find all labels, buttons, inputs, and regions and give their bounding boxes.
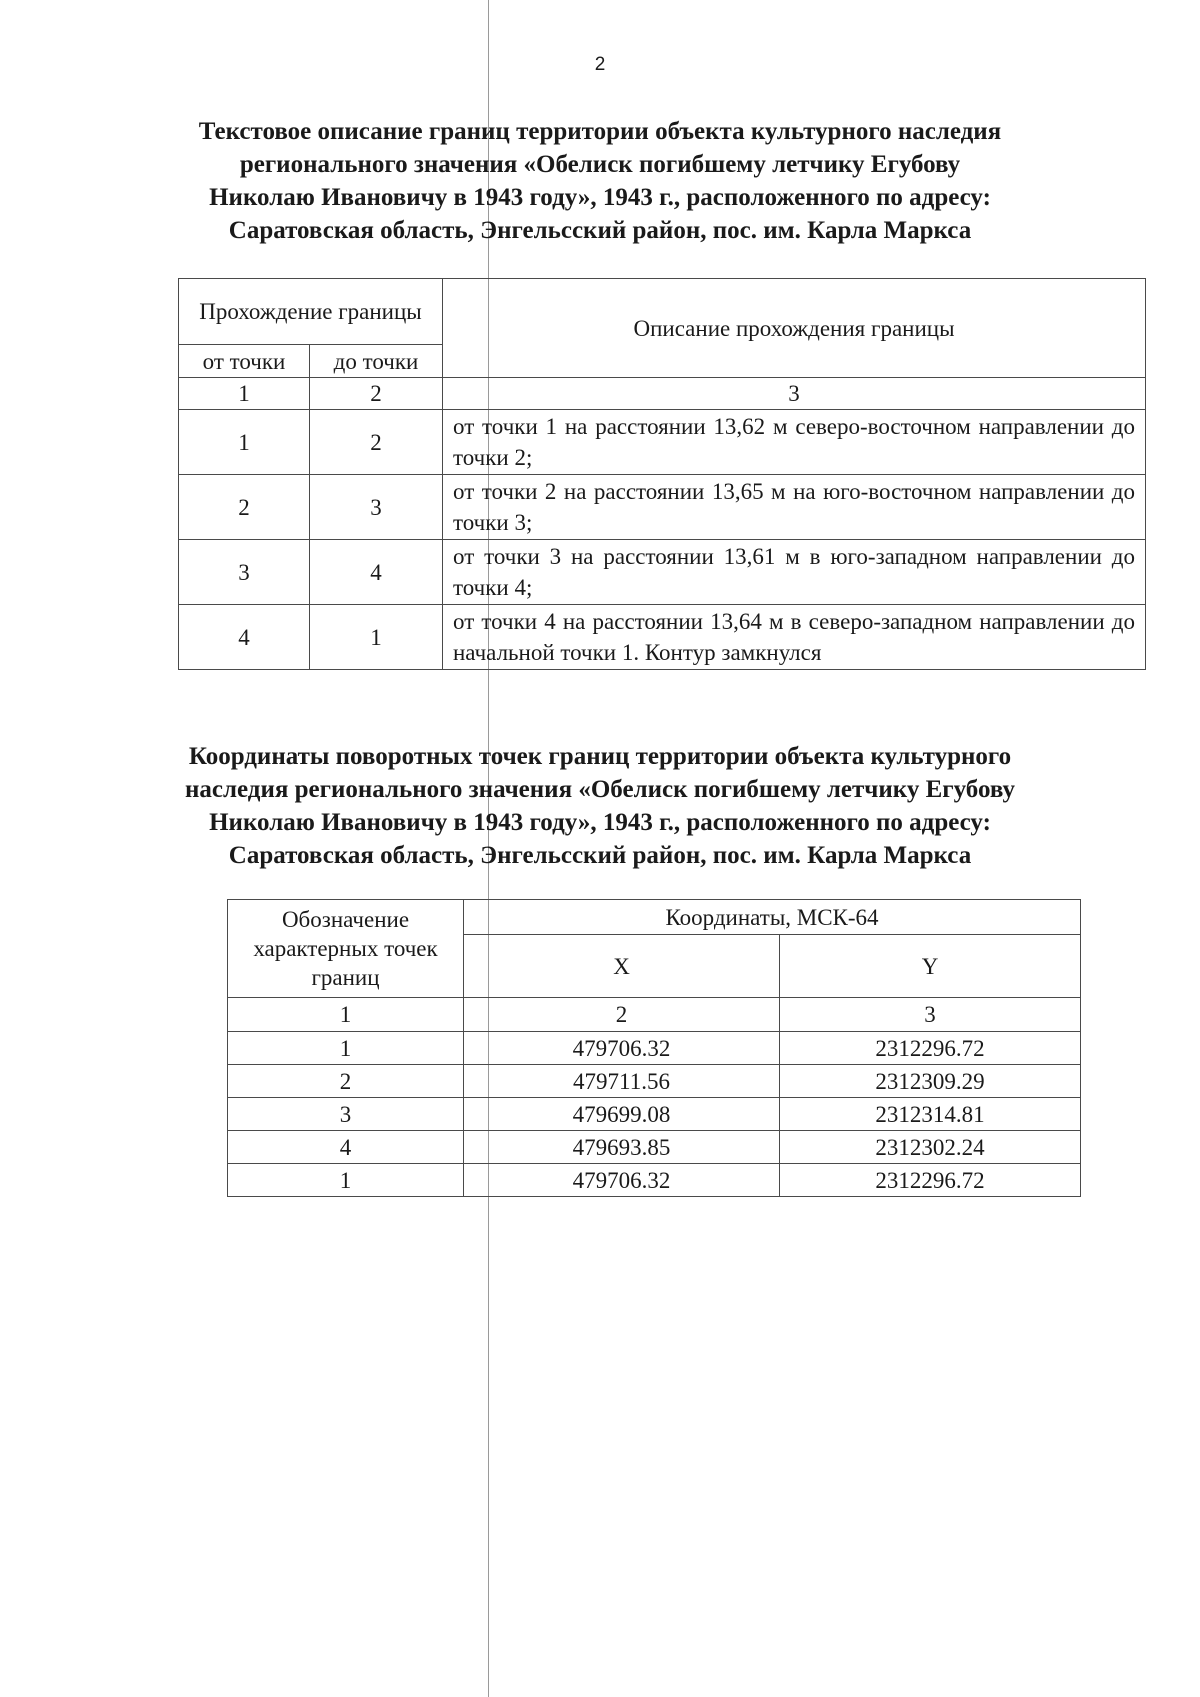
- header-x: X: [464, 935, 780, 998]
- header-coordinates-system: Координаты, МСК-64: [464, 900, 1081, 935]
- title-line: Саратовская область, Энгельсский район, пос. им. Карла Маркса: [228, 842, 972, 869]
- y-coordinate-cell: 2312314.81: [780, 1098, 1081, 1131]
- from-point-cell: 1: [179, 410, 310, 475]
- table-row: [179, 605, 1146, 670]
- y-coordinate-cell: 2312296.72: [780, 1032, 1081, 1065]
- to-point-cell: 4: [310, 540, 443, 605]
- description-cell: от точки 4 на расстоянии 13,64 м в северо-западном направлении до начальной точки 1. Контур замкнулся: [443, 605, 1146, 670]
- from-point-cell: 4: [179, 605, 310, 670]
- title-line: Николаю Ивановичу в 1943 году», 1943 г., расположенного по адресу:: [209, 184, 991, 211]
- title-line: Текстовое описание границ территории объекта культурного наследия: [198, 118, 1002, 145]
- table-row: [228, 1032, 1081, 1065]
- header-from-point: от точки: [179, 345, 310, 378]
- x-coordinate-cell: 479693.85: [464, 1131, 780, 1164]
- description-cell: от точки 1 на расстоянии 13,62 м северо-восточном направлении до точки 2;: [443, 410, 1146, 475]
- y-coordinate-cell: 2312302.24: [780, 1131, 1081, 1164]
- from-point-cell: 3: [179, 540, 310, 605]
- point-cell: 2: [228, 1065, 464, 1098]
- x-coordinate-cell: 479711.56: [464, 1065, 780, 1098]
- title-line: Николаю Ивановичу в 1943 году», 1943 г., расположенного по адресу:: [209, 809, 991, 836]
- to-point-cell: 1: [310, 605, 443, 670]
- header-to-point: до точки: [310, 345, 443, 378]
- header-point-designation: Обозначение характерных точек границ: [228, 900, 464, 998]
- table-row: [228, 1065, 1081, 1098]
- title-line: регионального значения «Обелиск погибшему летчику Егубову: [239, 151, 961, 178]
- description-cell: от точки 2 на расстоянии 13,65 м на юго-восточном направлении до точки 3;: [443, 475, 1146, 540]
- x-coordinate-cell: 479699.08: [464, 1098, 780, 1131]
- point-cell: 4: [228, 1131, 464, 1164]
- column-number: 1: [179, 378, 310, 410]
- section-title-coordinates: [150, 740, 1050, 872]
- section-title-boundary-description: [150, 115, 1050, 247]
- to-point-cell: 3: [310, 475, 443, 540]
- title-line: Саратовская область, Энгельсский район, пос. им. Карла Маркса: [228, 217, 972, 244]
- point-cell: 1: [228, 1164, 464, 1197]
- column-number: 2: [310, 378, 443, 410]
- point-cell: 3: [228, 1098, 464, 1131]
- column-number: 3: [443, 378, 1146, 410]
- header-y: Y: [780, 935, 1081, 998]
- column-number: 1: [228, 998, 464, 1032]
- header-description: Описание прохождения границы: [443, 279, 1146, 378]
- to-point-cell: 2: [310, 410, 443, 475]
- coordinates-table: [227, 899, 1081, 1197]
- title-line: наследия регионального значения «Обелиск погибшему летчику Егубову: [185, 776, 1015, 803]
- page-number: 2: [594, 54, 606, 75]
- column-number: 2: [464, 998, 780, 1032]
- table-row: [179, 410, 1146, 475]
- table-row: [179, 540, 1146, 605]
- y-coordinate-cell: 2312296.72: [780, 1164, 1081, 1197]
- header-passage: Прохождение границы: [179, 279, 443, 345]
- column-number: 3: [780, 998, 1081, 1032]
- from-point-cell: 2: [179, 475, 310, 540]
- table-row: [228, 1131, 1081, 1164]
- table-row: [179, 475, 1146, 540]
- description-cell: от точки 3 на расстоянии 13,61 м в юго-западном направлении до точки 4;: [443, 540, 1146, 605]
- table-row: [228, 1164, 1081, 1197]
- title-line: Координаты поворотных точек границ территории объекта культурного: [188, 743, 1012, 770]
- x-coordinate-cell: 479706.32: [464, 1032, 780, 1065]
- y-coordinate-cell: 2312309.29: [780, 1065, 1081, 1098]
- x-coordinate-cell: 479706.32: [464, 1164, 780, 1197]
- point-cell: 1: [228, 1032, 464, 1065]
- boundary-description-table: [178, 278, 1146, 670]
- table-row: [228, 1098, 1081, 1131]
